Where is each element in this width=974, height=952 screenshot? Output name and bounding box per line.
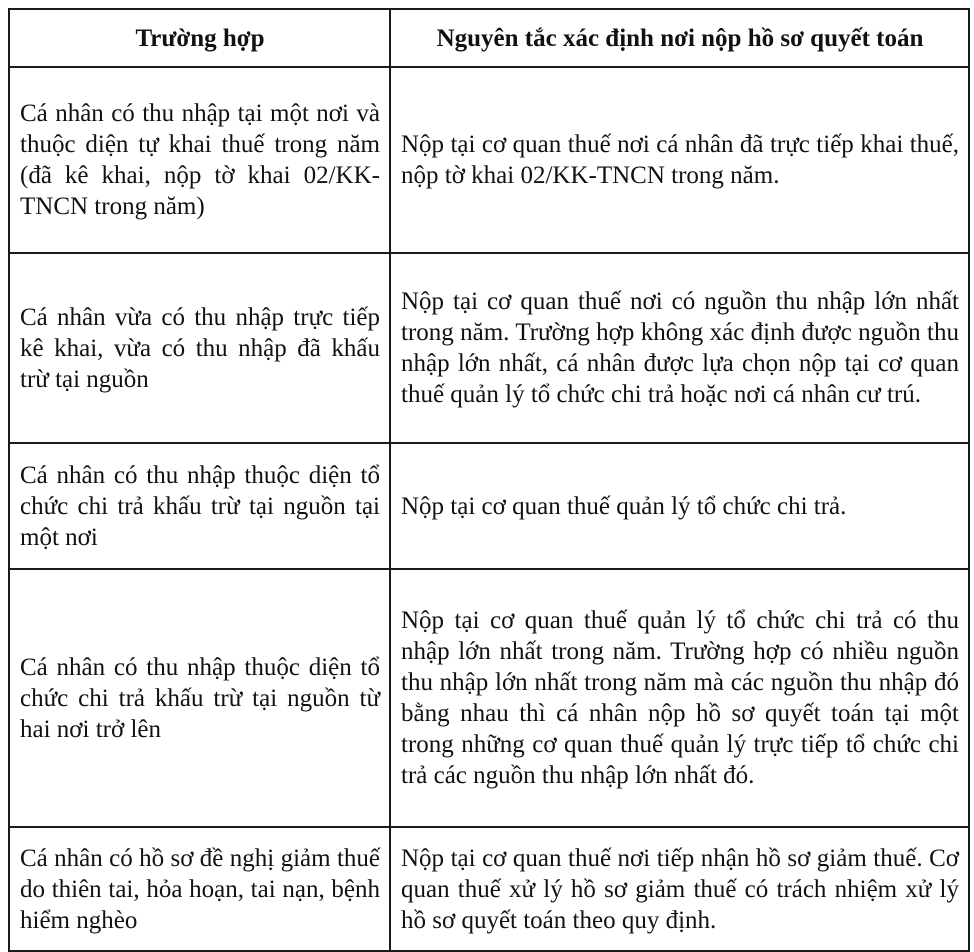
rule-cell: Nộp tại cơ quan thuế nơi cá nhân đã trực tiếp khai thuế, nộp tờ khai 02/KK-TNCN trong năm. [390,67,969,253]
rule-cell: Nộp tại cơ quan thuế quản lý tổ chức chi trả. [390,443,969,569]
table-row [9,443,969,569]
table-row [9,827,969,951]
table-row [9,569,969,827]
table-row [9,253,969,443]
case-cell: Cá nhân có thu nhập thuộc diện tổ chức chi trả khấu trừ tại nguồn từ hai nơi trở lên [9,569,390,827]
rule-cell: Nộp tại cơ quan thuế quản lý tổ chức chi trả có thu nhập lớn nhất trong năm. Trường hợp có nhiều nguồn thu nhập lớn nhất trong năm mà các nguồn thu nhập đó bằng nhau thì cá nhân nộp hồ sơ quyết toán tại một trong những cơ quan thuế quản lý trực tiếp tổ chức chi trả các nguồn thu nhập lớn nhất đó. [390,569,969,827]
tax-settlement-table [8,8,970,952]
table-header-row [9,9,969,67]
case-cell: Cá nhân có hồ sơ đề nghị giảm thuế do thiên tai, hỏa hoạn, tai nạn, bệnh hiểm nghèo [9,827,390,951]
case-cell: Cá nhân có thu nhập thuộc diện tổ chức chi trả khấu trừ tại nguồn tại một nơi [9,443,390,569]
table-row [9,67,969,253]
rule-cell: Nộp tại cơ quan thuế nơi tiếp nhận hồ sơ giảm thuế. Cơ quan thuế xử lý hồ sơ giảm thuế có trách nhiệm xử lý hồ sơ quyết toán theo quy định. [390,827,969,951]
header-case: Trường hợp [9,9,390,67]
header-rule: Nguyên tắc xác định nơi nộp hồ sơ quyết toán [390,9,969,67]
case-cell: Cá nhân có thu nhập tại một nơi và thuộc diện tự khai thuế trong năm (đã kê khai, nộp tờ khai 02/KK-TNCN trong năm) [9,67,390,253]
case-cell: Cá nhân vừa có thu nhập trực tiếp kê khai, vừa có thu nhập đã khấu trừ tại nguồn [9,253,390,443]
rule-cell: Nộp tại cơ quan thuế nơi có nguồn thu nhập lớn nhất trong năm. Trường hợp không xác định được nguồn thu nhập lớn nhất, cá nhân được lựa chọn nộp tại cơ quan thuế quản lý tổ chức chi trả hoặc nơi cá nhân cư trú. [390,253,969,443]
